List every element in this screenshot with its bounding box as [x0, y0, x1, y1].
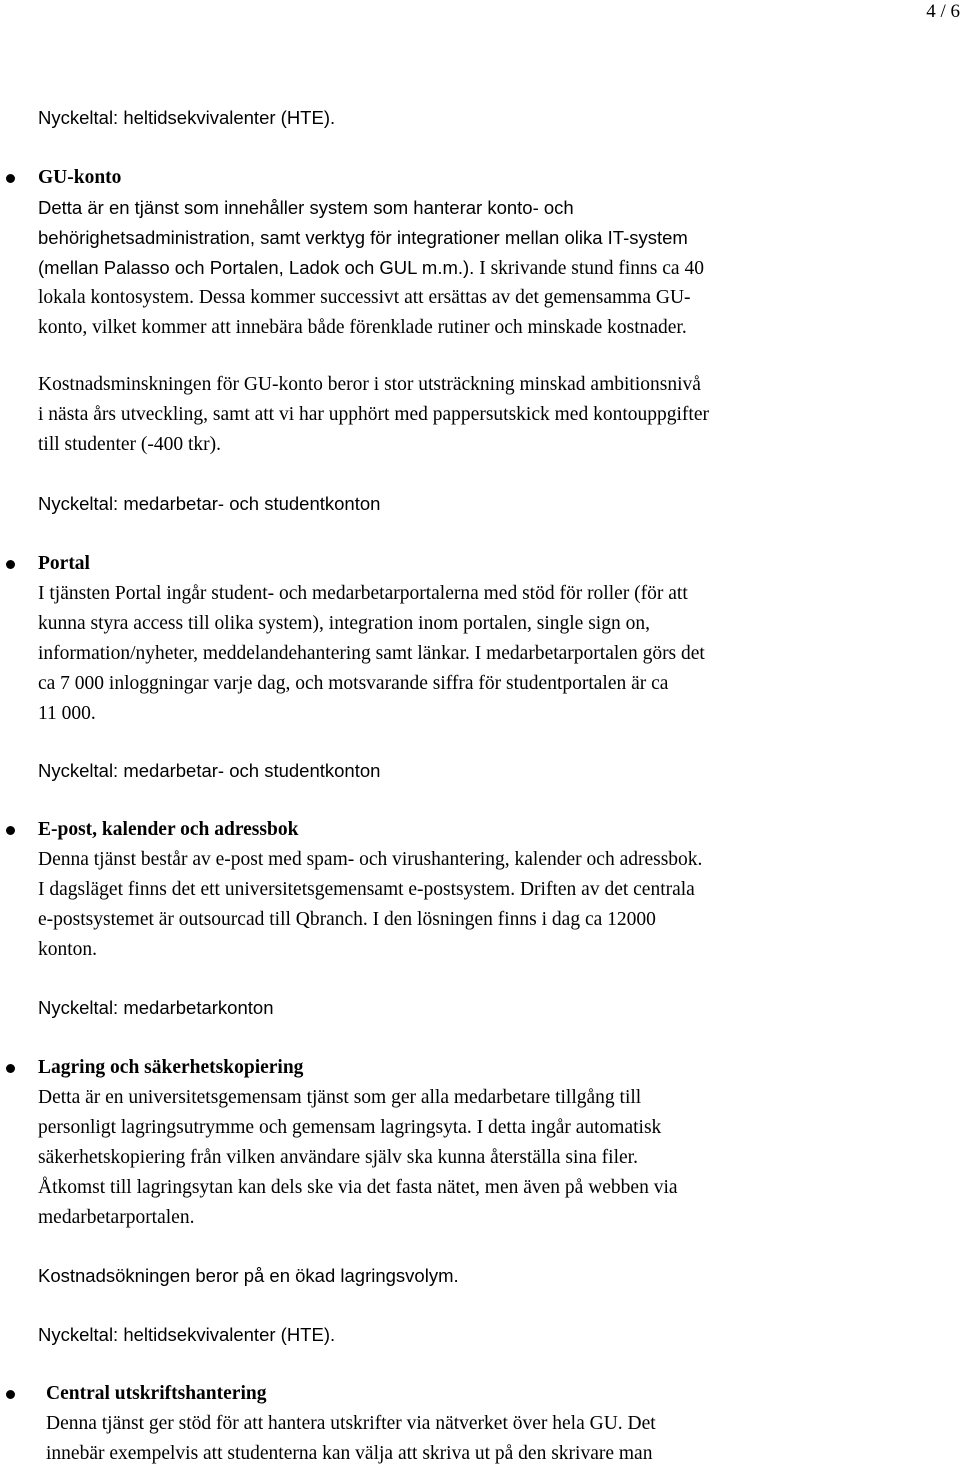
text-span: I skrivande stund finns ca 40 — [474, 258, 704, 279]
paragraph-line: information/nyheter, meddelandehantering samt länkar. I medarbetarportalen görs det — [38, 643, 705, 664]
paragraph-line: innebär exempelvis att studenterna kan välja att skriva ut på den skrivare man — [46, 1443, 653, 1464]
section-title-portal: Portal — [38, 553, 90, 574]
section-title-lagring: Lagring och säkerhetskopiering — [38, 1057, 304, 1078]
paragraph-line: säkerhetskopiering från vilken användare själv ska kunna återställa sina filer. — [38, 1147, 638, 1168]
page-number: 4 / 6 — [926, 1, 960, 22]
paragraph-line: personligt lagringsutrymme och gemensam lagringsyta. I detta ingår automatisk — [38, 1117, 662, 1138]
nyckeltal-line: Nyckeltal: medarbetar- och studentkonton — [38, 760, 381, 781]
paragraph-line: kunna styra access till olika system), integration inom portalen, single sign on, — [38, 613, 650, 634]
nyckeltal-line: Nyckeltal: medarbetarkonton — [38, 997, 274, 1018]
section-title-epost: E-post, kalender och adressbok — [38, 819, 299, 840]
paragraph-line: Kostnadsökningen beror på en ökad lagringsvolym. — [38, 1265, 459, 1286]
paragraph-line: e-postsystemet är outsourcad till Qbranch. I den lösningen finns i dag ca 12000 — [38, 909, 656, 930]
text-span: Dessa kommer successivt att ersättas av det gemensamma GU- — [193, 287, 691, 308]
paragraph-line: Detta är en tjänst som innehåller system som hanterar konto- och — [38, 197, 574, 218]
paragraph-line — [38, 253, 704, 284]
text-span: lokala kontosystem. — [38, 287, 194, 308]
bullet-icon — [6, 1064, 15, 1073]
nyckeltal-line: Nyckeltal: medarbetar- och studentkonton — [38, 493, 381, 514]
nyckeltal-line: Nyckeltal: heltidsekvivalenter (HTE). — [38, 1324, 336, 1345]
paragraph-line: Denna tjänst ger stöd för att hantera utskrifter via nätverket över hela GU. Det — [46, 1413, 656, 1434]
paragraph-line: konto, vilket kommer att innebära både förenklade rutiner och minskade kostnader. — [38, 317, 687, 338]
paragraph-line: I tjänsten Portal ingår student- och medarbetarportalerna med stöd för roller (för att — [38, 583, 688, 604]
paragraph-line — [38, 283, 691, 313]
bullet-icon — [6, 174, 15, 183]
paragraph-line: i nästa års utveckling, samt att vi har upphört med pappersutskick med kontouppgifter — [38, 404, 709, 425]
paragraph-line: Denna tjänst består av e-post med spam- och virushantering, kalender och adressbok. — [38, 849, 703, 870]
paragraph-line: till studenter (-400 tkr). — [38, 434, 222, 455]
paragraph-line: Åtkomst till lagringsytan kan dels ske via det fasta nätet, men även på webben via — [38, 1177, 678, 1198]
bullet-icon — [6, 1390, 15, 1399]
text-span: (mellan Palasso och Portalen, Ladok och GUL m.m.). — [38, 257, 475, 278]
bullet-icon — [6, 560, 15, 569]
paragraph-line: I dagsläget finns det ett universitetsgemensamt e-postsystem. Driften av det centrala — [38, 879, 695, 900]
paragraph-line: Kostnadsminskningen för GU-konto beror i stor utsträckning minskad ambitionsnivå — [38, 374, 701, 395]
paragraph-line: medarbetarportalen. — [38, 1207, 195, 1228]
paragraph-line: 11 000. — [38, 703, 96, 724]
section-title-utskrift: Central utskriftshantering — [46, 1383, 267, 1404]
paragraph-line: behörighetsadministration, samt verktyg för integrationer mellan olika IT-system — [38, 227, 688, 248]
bullet-icon — [6, 826, 15, 835]
paragraph-line: Detta är en universitetsgemensam tjänst som ger alla medarbetare tillgång till — [38, 1087, 642, 1108]
paragraph-line: konton. — [38, 939, 98, 960]
paragraph-line: ca 7 000 inloggningar varje dag, och motsvarande siffra för studentportalen är ca — [38, 673, 669, 694]
section-title-gu-konto: GU-konto — [38, 167, 122, 188]
nyckeltal-line: Nyckeltal: heltidsekvivalenter (HTE). — [38, 107, 336, 128]
